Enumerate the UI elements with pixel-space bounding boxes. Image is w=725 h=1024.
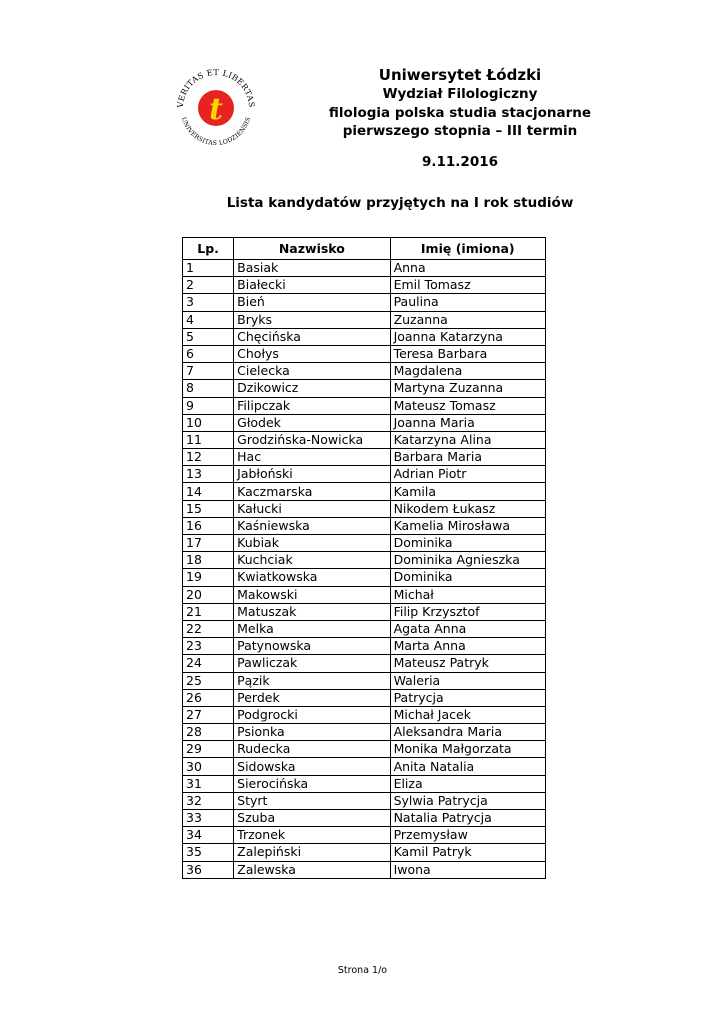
cell-lp: 29 xyxy=(183,741,234,758)
cell-lp: 6 xyxy=(183,345,234,362)
table-row xyxy=(183,552,546,569)
cell-surname: Matuszak xyxy=(234,603,390,620)
cell-first-names: Patrycja xyxy=(390,689,545,706)
column-header-lp: Lp. xyxy=(183,238,234,260)
cell-surname: Kwiatkowska xyxy=(234,569,390,586)
cell-surname: Zalepiński xyxy=(234,844,390,861)
cell-surname: Dzikowicz xyxy=(234,380,390,397)
cell-surname: Kubiak xyxy=(234,535,390,552)
table-row xyxy=(183,638,546,655)
cell-first-names: Dominika Agnieszka xyxy=(390,552,545,569)
cell-lp: 27 xyxy=(183,706,234,723)
cell-first-names: Michał xyxy=(390,586,545,603)
cell-first-names: Nikodem Łukasz xyxy=(390,500,545,517)
cell-first-names: Natalia Patrycja xyxy=(390,810,545,827)
cell-lp: 21 xyxy=(183,603,234,620)
cell-surname: Pawliczak xyxy=(234,655,390,672)
cell-lp: 33 xyxy=(183,810,234,827)
table-row xyxy=(183,861,546,878)
table-row xyxy=(183,844,546,861)
cell-first-names: Barbara Maria xyxy=(390,449,545,466)
admitted-candidates-table xyxy=(182,237,546,879)
table-row xyxy=(183,311,546,328)
cell-first-names: Kamelia Mirosława xyxy=(390,517,545,534)
column-header-first-names: Imię (imiona) xyxy=(390,238,545,260)
cell-lp: 17 xyxy=(183,535,234,552)
table-row xyxy=(183,586,546,603)
cell-lp: 28 xyxy=(183,724,234,741)
study-level: pierwszego stopnia – III termin xyxy=(342,123,578,139)
logo-bottom-text: UNIVERSITAS LODZIENSIS xyxy=(179,116,253,148)
cell-surname: Melka xyxy=(234,620,390,637)
cell-surname: Cielecka xyxy=(234,363,390,380)
logo-top-text: VERITAS ET LIBERTAS xyxy=(175,67,257,109)
cell-first-names: Sylwia Patrycja xyxy=(390,792,545,809)
cell-first-names: Mateusz Tomasz xyxy=(390,397,545,414)
table-row xyxy=(183,277,546,294)
cell-lp: 12 xyxy=(183,449,234,466)
cell-first-names: Magdalena xyxy=(390,363,545,380)
table-row xyxy=(183,431,546,448)
table-row xyxy=(183,345,546,362)
table-row xyxy=(183,517,546,534)
cell-surname: Kuchciak xyxy=(234,552,390,569)
table-row xyxy=(183,775,546,792)
cell-first-names: Iwona xyxy=(390,861,545,878)
table-row xyxy=(183,500,546,517)
cell-surname: Makowski xyxy=(234,586,390,603)
faculty-name: Wydział Filologiczny xyxy=(382,86,538,102)
cell-surname: Głodek xyxy=(234,414,390,431)
cell-lp: 19 xyxy=(183,569,234,586)
cell-lp: 11 xyxy=(183,431,234,448)
cell-first-names: Emil Tomasz xyxy=(390,277,545,294)
table-row xyxy=(183,620,546,637)
cell-surname: Bień xyxy=(234,294,390,311)
cell-lp: 9 xyxy=(183,397,234,414)
cell-surname: Chołys xyxy=(234,345,390,362)
cell-first-names: Adrian Piotr xyxy=(390,466,545,483)
table-row xyxy=(183,569,546,586)
cell-surname: Filipczak xyxy=(234,397,390,414)
cell-surname: Psionka xyxy=(234,724,390,741)
cell-lp: 32 xyxy=(183,792,234,809)
cell-surname: Patynowska xyxy=(234,638,390,655)
cell-lp: 26 xyxy=(183,689,234,706)
cell-lp: 8 xyxy=(183,380,234,397)
cell-lp: 20 xyxy=(183,586,234,603)
table-row xyxy=(183,328,546,345)
cell-surname: Pązik xyxy=(234,672,390,689)
cell-first-names: Aleksandra Maria xyxy=(390,724,545,741)
cell-first-names: Dominika xyxy=(390,569,545,586)
table-row xyxy=(183,706,546,723)
cell-lp: 2 xyxy=(183,277,234,294)
cell-lp: 34 xyxy=(183,827,234,844)
cell-first-names: Filip Krzysztof xyxy=(390,603,545,620)
table-row xyxy=(183,363,546,380)
table-row xyxy=(183,758,546,775)
page-footer: Strona 1/o xyxy=(337,965,388,976)
cell-first-names: Joanna Katarzyna xyxy=(390,328,545,345)
cell-surname: Trzonek xyxy=(234,827,390,844)
document-date: 9.11.2016 xyxy=(421,154,498,170)
table-row xyxy=(183,741,546,758)
table-row xyxy=(183,449,546,466)
cell-first-names: Waleria xyxy=(390,672,545,689)
cell-first-names: Kamil Patryk xyxy=(390,844,545,861)
cell-surname: Chęcińska xyxy=(234,328,390,345)
cell-lp: 23 xyxy=(183,638,234,655)
cell-surname: Kaśniewska xyxy=(234,517,390,534)
cell-surname: Basiak xyxy=(234,260,390,277)
cell-surname: Sidowska xyxy=(234,758,390,775)
cell-surname: Hac xyxy=(234,449,390,466)
cell-first-names: Joanna Maria xyxy=(390,414,545,431)
table-row xyxy=(183,380,546,397)
cell-lp: 22 xyxy=(183,620,234,637)
cell-first-names: Kamila xyxy=(390,483,545,500)
cell-lp: 18 xyxy=(183,552,234,569)
cell-surname: Rudecka xyxy=(234,741,390,758)
program-name: filologia polska studia stacjonarne xyxy=(328,104,592,121)
table-row xyxy=(183,294,546,311)
cell-lp: 7 xyxy=(183,363,234,380)
column-header-surname: Nazwisko xyxy=(234,238,390,260)
cell-first-names: Katarzyna Alina xyxy=(390,431,545,448)
cell-first-names: Anita Natalia xyxy=(390,758,545,775)
university-name: Uniwersytet Łódzki xyxy=(378,66,542,84)
cell-lp: 10 xyxy=(183,414,234,431)
cell-surname: Styrt xyxy=(234,792,390,809)
cell-first-names: Mateusz Patryk xyxy=(390,655,545,672)
cell-surname: Sierocińska xyxy=(234,775,390,792)
cell-surname: Szuba xyxy=(234,810,390,827)
cell-surname: Zalewska xyxy=(234,861,390,878)
cell-lp: 36 xyxy=(183,861,234,878)
cell-first-names: Zuzanna xyxy=(390,311,545,328)
cell-surname: Bryks xyxy=(234,311,390,328)
table-row xyxy=(183,260,546,277)
cell-lp: 14 xyxy=(183,483,234,500)
cell-lp: 1 xyxy=(183,260,234,277)
table-row xyxy=(183,792,546,809)
table-row xyxy=(183,724,546,741)
cell-first-names: Agata Anna xyxy=(390,620,545,637)
cell-lp: 35 xyxy=(183,844,234,861)
cell-first-names: Michał Jacek xyxy=(390,706,545,723)
table-row xyxy=(183,483,546,500)
table-row xyxy=(183,810,546,827)
cell-surname: Jabłoński xyxy=(234,466,390,483)
cell-first-names: Marta Anna xyxy=(390,638,545,655)
cell-lp: 31 xyxy=(183,775,234,792)
cell-first-names: Anna xyxy=(390,260,545,277)
cell-first-names: Dominika xyxy=(390,535,545,552)
table-row xyxy=(183,655,546,672)
cell-lp: 30 xyxy=(183,758,234,775)
document-header xyxy=(250,66,670,141)
cell-lp: 4 xyxy=(183,311,234,328)
cell-first-names: Eliza xyxy=(390,775,545,792)
table-row xyxy=(183,689,546,706)
cell-lp: 15 xyxy=(183,500,234,517)
table-row xyxy=(183,466,546,483)
cell-first-names: Monika Małgorzata xyxy=(390,741,545,758)
cell-first-names: Teresa Barbara xyxy=(390,345,545,362)
cell-surname: Białecki xyxy=(234,277,390,294)
cell-surname: Kaczmarska xyxy=(234,483,390,500)
logo-letter: t xyxy=(209,92,223,127)
cell-lp: 25 xyxy=(183,672,234,689)
cell-surname: Kałucki xyxy=(234,500,390,517)
cell-surname: Podgrocki xyxy=(234,706,390,723)
university-logo xyxy=(172,64,260,152)
cell-lp: 3 xyxy=(183,294,234,311)
table-row xyxy=(183,603,546,620)
cell-first-names: Martyna Zuzanna xyxy=(390,380,545,397)
cell-lp: 13 xyxy=(183,466,234,483)
cell-lp: 24 xyxy=(183,655,234,672)
cell-surname: Perdek xyxy=(234,689,390,706)
cell-first-names: Paulina xyxy=(390,294,545,311)
table-row xyxy=(183,672,546,689)
cell-lp: 16 xyxy=(183,517,234,534)
table-row xyxy=(183,827,546,844)
cell-first-names: Przemysław xyxy=(390,827,545,844)
cell-lp: 5 xyxy=(183,328,234,345)
table-row xyxy=(183,414,546,431)
table-header-row xyxy=(183,238,546,260)
table-row xyxy=(183,535,546,552)
cell-surname: Grodzińska-Nowicka xyxy=(234,431,390,448)
list-title: Lista kandydatów przyjętych na I rok studiów xyxy=(226,195,574,211)
table-row xyxy=(183,397,546,414)
